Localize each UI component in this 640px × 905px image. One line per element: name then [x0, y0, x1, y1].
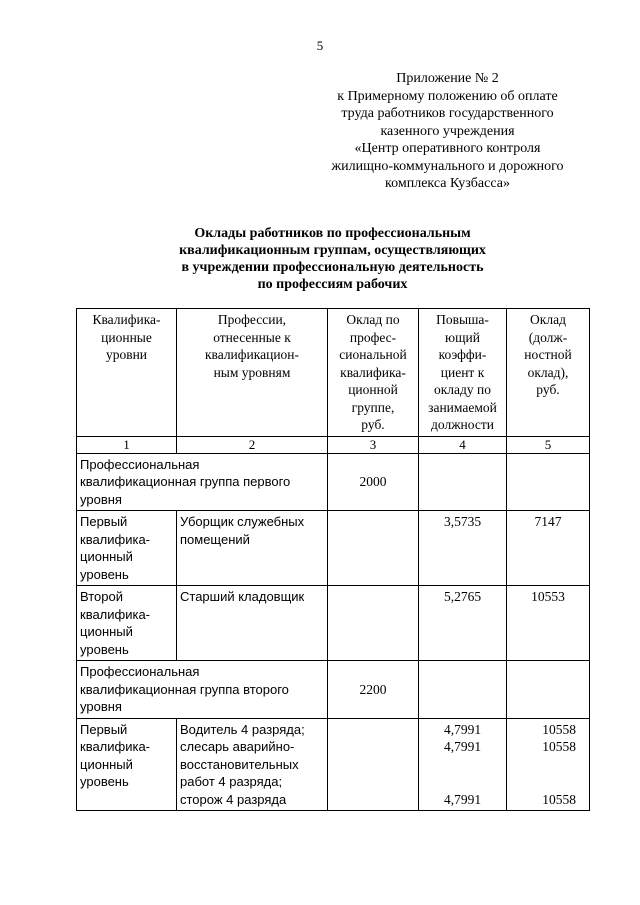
appendix-line: жилищно-коммунального и дорожного [331, 158, 564, 174]
empty-cell [507, 453, 590, 511]
table-row [77, 511, 590, 586]
group-salary: 2200 [328, 661, 419, 719]
header-salary: Оклад (долж- ностной оклад), руб. [507, 309, 590, 437]
page-number: 5 [316, 38, 324, 53]
profession-cell: Старший кладовщик [177, 586, 328, 661]
empty-cell [419, 453, 507, 511]
document-title [140, 225, 525, 293]
appendix-line: к Примерному положению об оплате [337, 88, 558, 104]
empty-cell [328, 586, 419, 661]
title-line: Оклады работников по профессиональным [194, 226, 471, 241]
appendix-line: комплекса Кузбасса» [385, 176, 510, 191]
group-row [77, 661, 590, 719]
empty-cell [328, 511, 419, 586]
empty-cell [328, 718, 419, 811]
header-professions: Профессии, отнесенные к квалификацион- ным уровням [177, 309, 328, 437]
salary-cell: 7147 [507, 511, 590, 586]
coefficient-cell: 4,7991 4,7991 4,7991 [419, 718, 507, 811]
group-salary: 2000 [328, 453, 419, 511]
coefficient-cell: 5,2765 [419, 586, 507, 661]
column-number: 1 [77, 436, 177, 453]
header-group-salary: Оклад по профес- сиональной квалифика- ционной группе, руб. [328, 309, 419, 437]
header-coefficient: Повыша- ющий коэффи- циент к окладу по занимаемой должности [419, 309, 507, 437]
level-cell: Первый квалифика- ционный уровень [77, 718, 177, 811]
salary-cell: 10558 10558 10558 [507, 718, 590, 811]
table-header-row [77, 309, 590, 437]
empty-cell [507, 661, 590, 719]
table-row [77, 718, 590, 811]
group-row [77, 453, 590, 511]
group-label: Профессиональная квалификационная группа первого уровня [77, 453, 328, 511]
salary-cell: 10553 [507, 586, 590, 661]
title-line: в учреждении профессиональную деятельность [181, 260, 484, 275]
level-cell: Второй квалифика- ционный уровень [77, 586, 177, 661]
column-number: 4 [419, 436, 507, 453]
group-label: Профессиональная квалификационная группа второго уровня [77, 661, 328, 719]
title-line: квалификационным группам, осуществляющих [179, 243, 486, 258]
empty-cell [419, 661, 507, 719]
header-qualification-levels: Квалифика- ционные уровни [77, 309, 177, 437]
appendix-header [325, 70, 570, 193]
title-line: по профессиям рабочих [257, 277, 408, 292]
profession-cell: Водитель 4 разряда; слесарь аварийно- восстановительных работ 4 разряда; сторож 4 разряда [177, 718, 328, 811]
appendix-line: «Центр оперативного контроля [354, 141, 541, 156]
coefficient-cell: 3,5735 [419, 511, 507, 586]
appendix-line: казенного учреждения [380, 123, 515, 139]
appendix-line: труда работников государственного [341, 106, 554, 121]
column-number-row [77, 436, 590, 453]
column-number: 5 [507, 436, 590, 453]
column-number: 3 [328, 436, 419, 453]
appendix-line: Приложение № 2 [396, 71, 499, 86]
column-number: 2 [177, 436, 328, 453]
table-row [77, 586, 590, 661]
level-cell: Первый квалифика- ционный уровень [77, 511, 177, 586]
profession-cell: Уборщик служебных помещений [177, 511, 328, 586]
salary-table [76, 308, 590, 811]
